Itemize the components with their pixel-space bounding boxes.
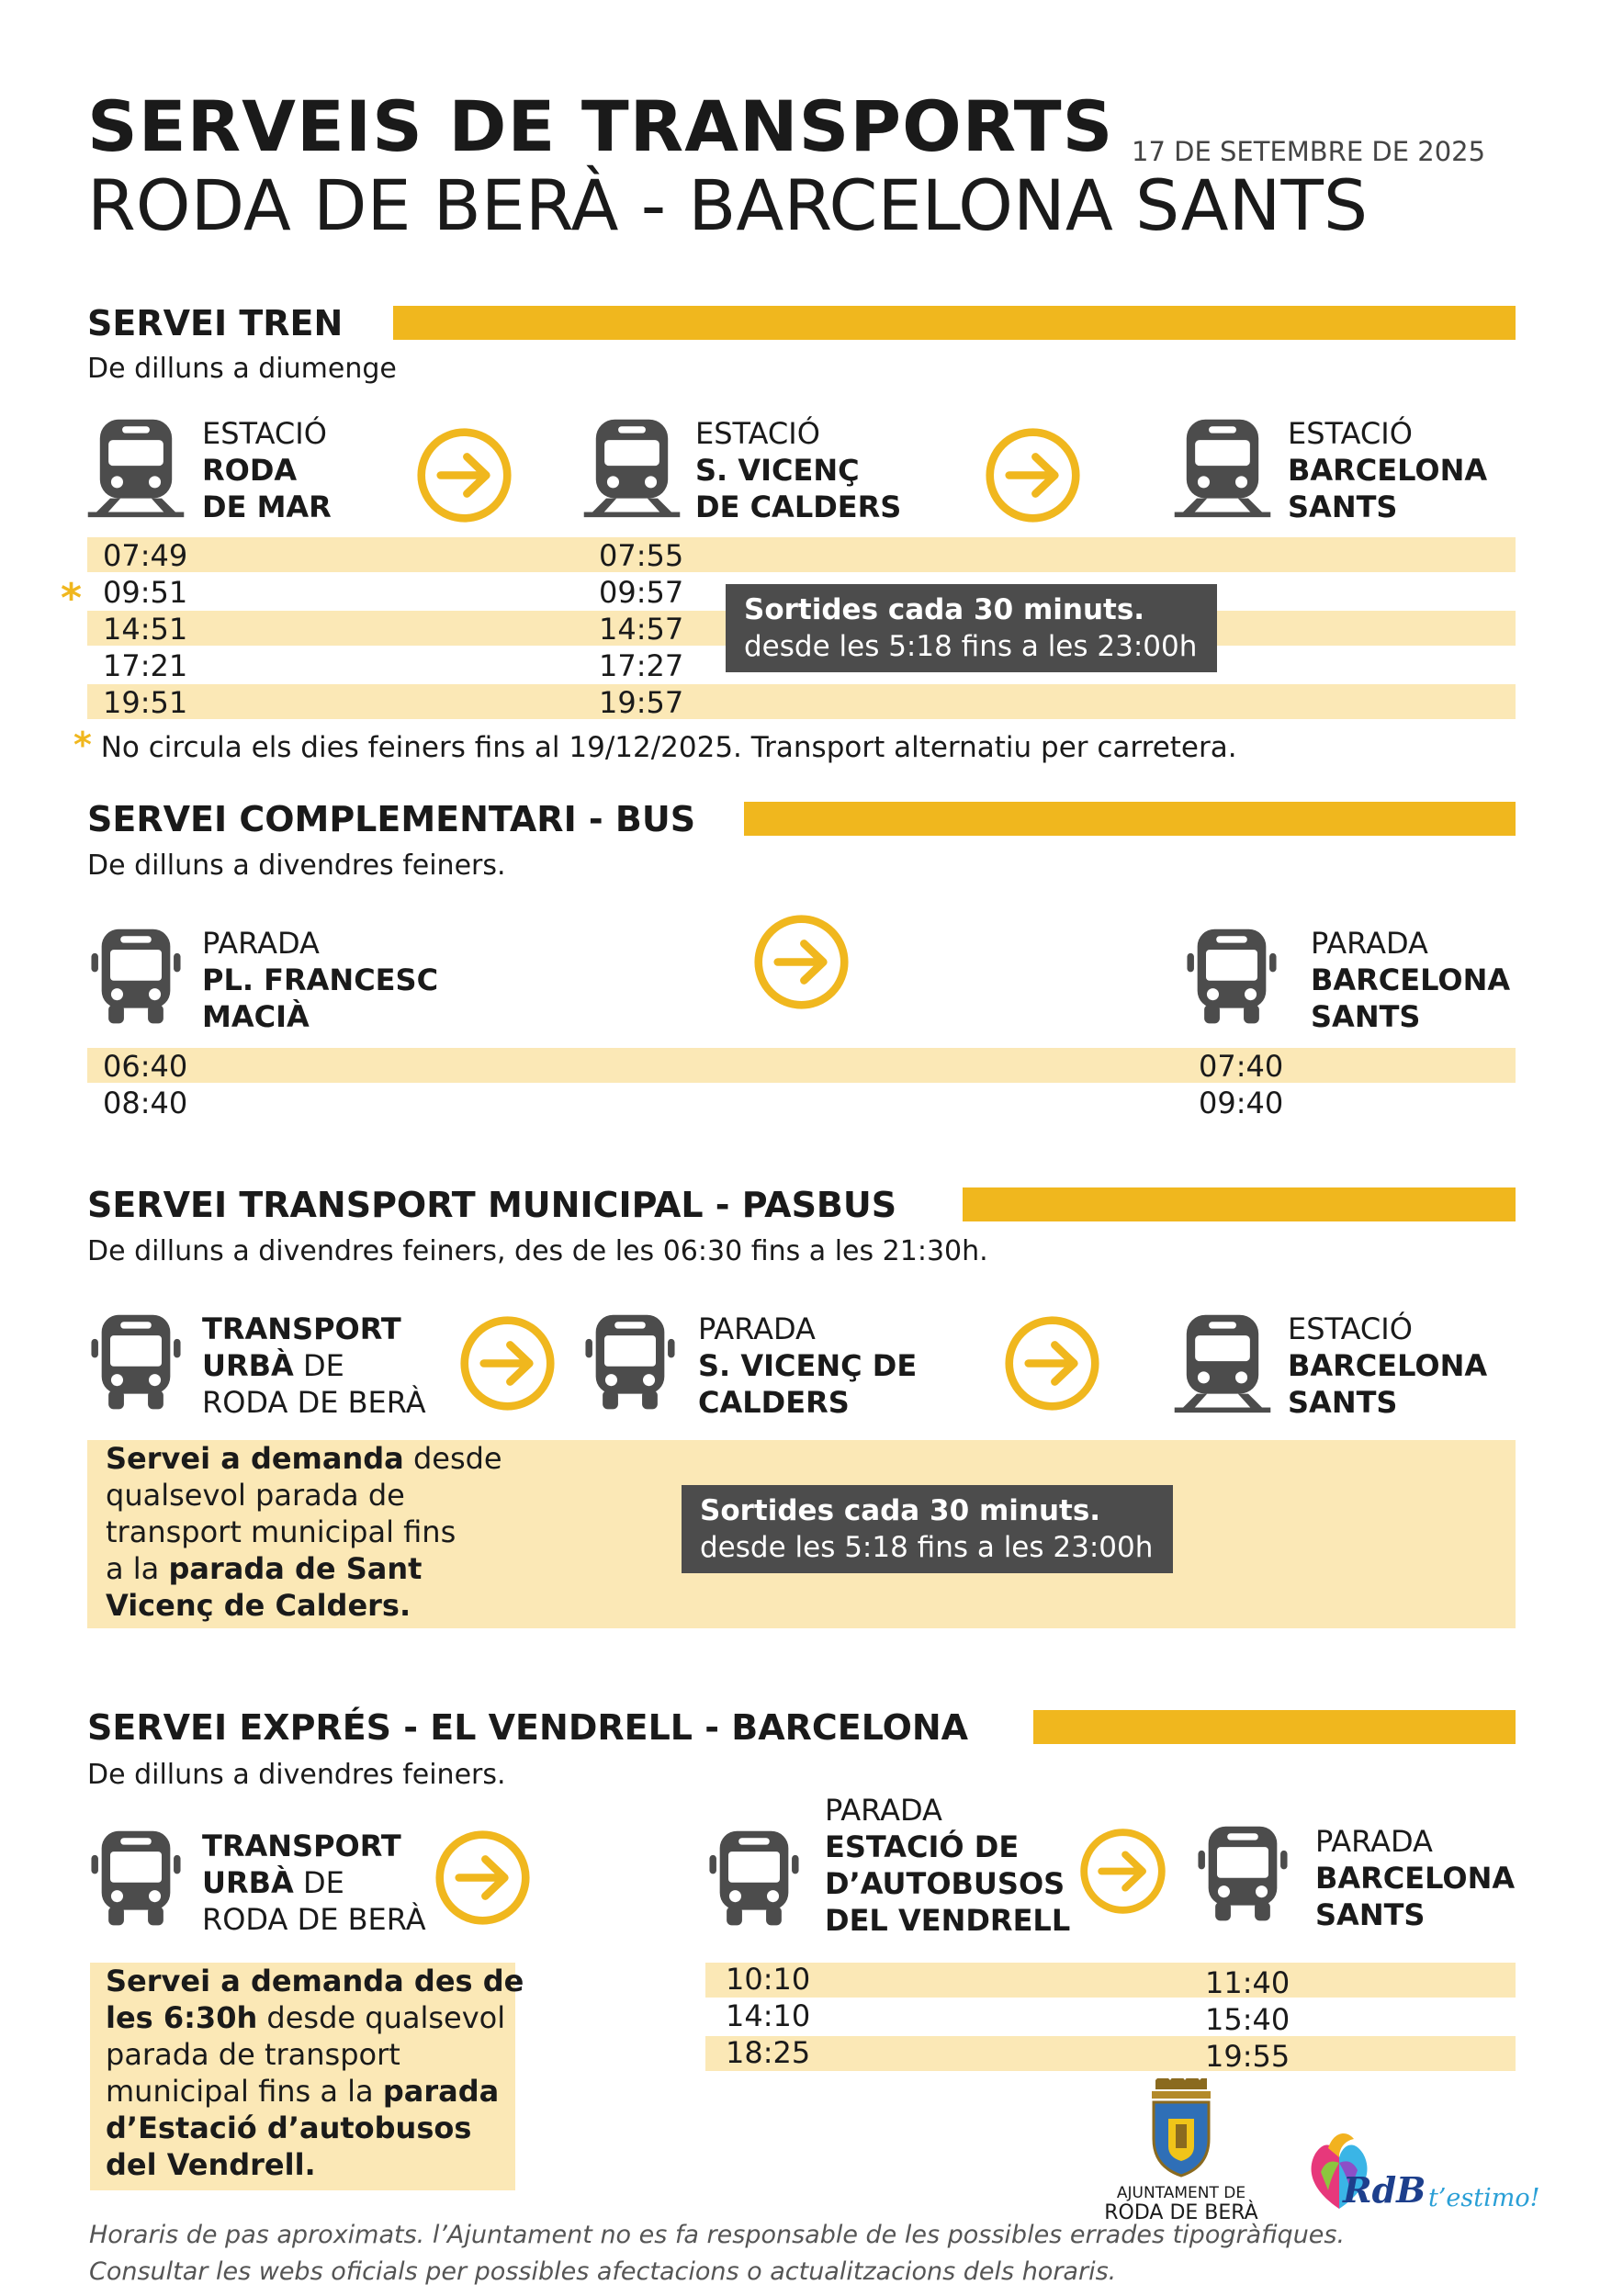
bus-icon — [85, 1311, 187, 1414]
stop-estacio-autobusos-vendrell: PARADA ESTACIÓ DE D’AUTOBUSOS DEL VENDRELL — [825, 1793, 1071, 1938]
time-cell: 07:55 — [599, 538, 684, 573]
arrow-right-icon — [1079, 1828, 1167, 1915]
frequency-box-pasbus: Sortides cada 30 minuts. desde les 5:18 fins a les 23:00h — [682, 1485, 1173, 1573]
stop-barcelona-sants-expres: PARADA BARCELONA SANTS — [1315, 1824, 1516, 1932]
stop-barcelona-sants: ESTACIÓ BARCELONA SANTS — [1288, 416, 1488, 524]
time-cell: 17:21 — [103, 648, 188, 683]
times-expres-from — [726, 1961, 810, 2071]
stop-sant-vicenc-pasbus: PARADA S. VICENÇ DE CALDERS — [698, 1311, 918, 1420]
schedule-stripe — [705, 1963, 1516, 1998]
footer-consult-note: Consultar les webs oficials per possibles afectacions o actualitzacions dels horaris. — [89, 2257, 1117, 2286]
asterisk-mark: * — [61, 575, 83, 622]
time-cell: 14:57 — [599, 612, 684, 647]
train-icon — [1171, 1311, 1274, 1414]
stop-roda-de-mar: ESTACIÓ RODA DE MAR — [202, 416, 332, 524]
time-cell: 15:40 — [1205, 2002, 1291, 2037]
time-cell: 19:51 — [103, 685, 188, 720]
pasbus-demand-note: Servei a demanda desde qualsevol parada de transport municipal fins a la parada de Sant Vicenç de Calders. — [106, 1441, 502, 1623]
times-roda-de-mar — [103, 537, 187, 721]
section-title-bus: SERVEI COMPLEMENTARI - BUS — [87, 799, 696, 839]
time-cell: 10:10 — [726, 1962, 811, 1997]
schedule-stripe — [87, 1048, 1516, 1083]
time-cell: 17:27 — [599, 648, 684, 683]
time-cell: 18:25 — [726, 2035, 811, 2070]
time-cell: 19:55 — [1205, 2039, 1291, 2074]
tren-footnote: * No circula els dies feiners fins al 19/12/2025. Transport alternatiu per carretera. — [73, 725, 1237, 765]
stop-pl-francesc-macia: PARADA PL. FRANCESC MACIÀ — [202, 926, 439, 1034]
bus-icon — [1180, 926, 1283, 1029]
time-cell: 14:10 — [726, 1998, 811, 2033]
times-sant-vicenc — [599, 537, 683, 721]
arrow-right-icon — [434, 1829, 531, 1926]
coat-of-arms-icon — [1146, 2078, 1216, 2179]
stop-barcelona-sants-pasbus: ESTACIÓ BARCELONA SANTS — [1288, 1311, 1488, 1420]
section-title-pasbus: SERVEI TRANSPORT MUNICIPAL - PASBUS — [87, 1185, 897, 1225]
stop-sant-vicenc: ESTACIÓ S. VICENÇ DE CALDERS — [695, 416, 902, 524]
section-bar-pasbus — [963, 1187, 1516, 1221]
route-title: RODA DE BERÀ - BARCELONA SANTS — [87, 164, 1369, 246]
time-cell: 06:40 — [103, 1049, 188, 1084]
schedule-stripe — [87, 537, 1516, 572]
time-cell: 09:51 — [103, 575, 188, 610]
bus-icon — [85, 1828, 187, 1930]
footer-disclaimer: Horaris de pas aproximats. l’Ajuntament no es fa responsable de les possibles errades tipogràfiques. — [89, 2221, 1346, 2249]
bus-icon — [703, 1828, 806, 1930]
arrow-right-icon — [985, 427, 1081, 523]
schedule-stripe — [705, 2036, 1516, 2071]
arrow-right-icon — [1004, 1315, 1100, 1412]
section-days-tren: De dilluns a diumenge — [87, 353, 397, 385]
stop-transport-urba-expres: TRANSPORT URBÀ DE RODA DE BERÀ — [202, 1829, 426, 1937]
section-days-pasbus: De dilluns a divendres feiners, des de les 06:30 fins a les 21:30h. — [87, 1235, 988, 1267]
section-bar-expres — [1033, 1710, 1516, 1744]
section-title-expres: SERVEI EXPRÉS - EL VENDRELL - BARCELONA — [87, 1707, 969, 1748]
bus-icon — [579, 1311, 682, 1414]
times-bus-from — [103, 1048, 187, 1121]
arrow-right-icon — [753, 914, 850, 1010]
time-cell: 09:40 — [1199, 1086, 1284, 1120]
schedule-stripe — [87, 684, 1516, 719]
train-icon — [1171, 416, 1274, 519]
train-icon — [580, 416, 683, 519]
rdb-logo-text: RdB — [1343, 2169, 1426, 2211]
publication-date: 17 DE SETEMBRE DE 2025 — [1132, 136, 1486, 167]
time-cell: 09:57 — [599, 575, 684, 610]
arrow-right-icon — [416, 427, 513, 523]
section-title-tren: SERVEI TREN — [87, 303, 344, 343]
time-cell: 08:40 — [103, 1086, 188, 1120]
ajuntament-logo-text: AJUNTAMENT DE RODA DE BERÀ — [1104, 2184, 1258, 2224]
time-cell: 07:40 — [1199, 1049, 1284, 1084]
time-cell: 19:57 — [599, 685, 684, 720]
bus-icon — [1191, 1823, 1294, 1926]
time-cell: 14:51 — [103, 612, 188, 647]
bus-icon — [85, 926, 187, 1029]
arrow-right-icon — [459, 1315, 556, 1412]
section-days-expres: De dilluns a divendres feiners. — [87, 1759, 506, 1791]
train-icon — [85, 416, 187, 519]
times-bus-to — [1199, 1048, 1283, 1121]
page-title: SERVEIS DE TRANSPORTS — [87, 85, 1114, 167]
section-bar-bus — [744, 802, 1516, 836]
testimo-logo-text: t’estimo! — [1428, 2184, 1540, 2212]
time-cell: 11:40 — [1205, 1965, 1291, 2000]
frequency-box-tren: Sortides cada 30 minuts. desde les 5:18 fins a les 23:00h — [726, 584, 1217, 672]
section-bar-tren — [393, 306, 1516, 340]
expres-demand-note: Servei a demanda des de les 6:30h desde qualsevol parada de transport municipal fins a la parada d’Estació d’autobusos del Vendrell. — [106, 1964, 524, 2182]
stop-transport-urba: TRANSPORT URBÀ DE RODA DE BERÀ — [202, 1311, 426, 1420]
section-days-bus: De dilluns a divendres feiners. — [87, 850, 506, 882]
time-cell: 07:49 — [103, 538, 188, 573]
stop-barcelona-sants-bus: PARADA BARCELONA SANTS — [1311, 926, 1511, 1034]
times-expres-to — [1205, 1964, 1290, 2075]
